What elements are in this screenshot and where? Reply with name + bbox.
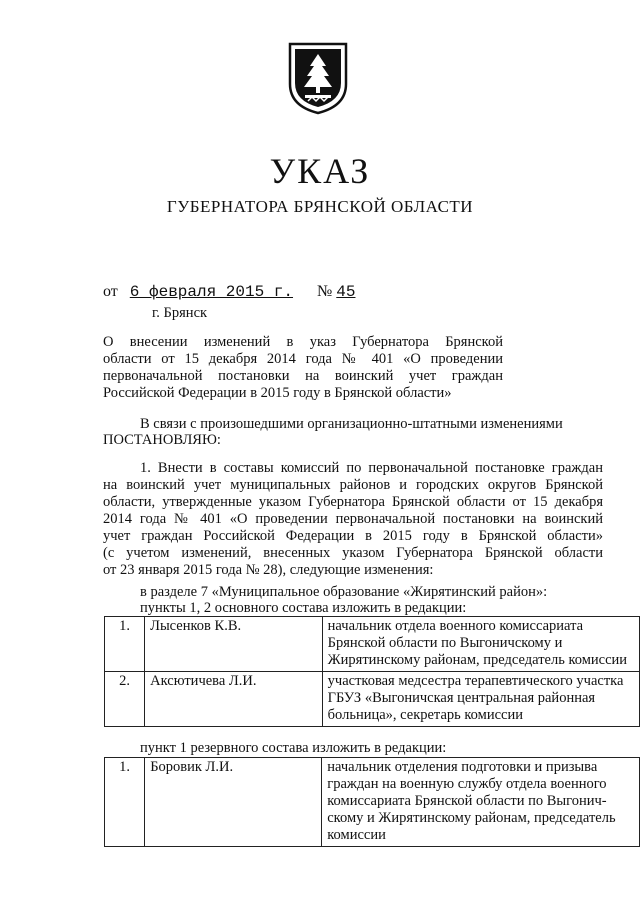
reserve-composition-table [104, 757, 640, 847]
item1-points-reserve: пункт 1 резервного состава изложить в редакции: [140, 740, 447, 756]
row-number: 2. [105, 672, 145, 727]
member-name: Аксютичева Л.И. [145, 672, 323, 727]
position-line: скому и Жирятинскому районам, председатель [327, 810, 616, 826]
decree-city: г. Брянск [152, 305, 208, 321]
table-row [105, 672, 640, 727]
document-title: УКАЗ [269, 151, 371, 191]
item1-paragraph [103, 460, 603, 579]
item1-points-main: пункты 1, 2 основного состава изложить в редакции: [140, 600, 467, 616]
position-line: Брянской области по Выгоничскому и [327, 635, 563, 651]
position-line: Жирятинскому районам, председатель комиссии [327, 652, 628, 668]
row-number: 1. [105, 617, 145, 672]
item1-line: (с учетом изменений, внесенных указом Губернатора Брянской области [103, 545, 603, 561]
preamble-text: В связи с произошедшими организационно-штатными изменениями [140, 416, 563, 432]
position-line: комиссариата Брянской области по Выгонич- [327, 793, 607, 809]
item1-line: 2014 года № 401 «О проведении первоначальной постановки на воинский [103, 511, 603, 527]
row-number: 1. [105, 758, 145, 847]
position-line: комиссии [327, 827, 386, 843]
member-position [322, 758, 640, 847]
item1-line: на воинский учет муниципальных районов и городских округов Брянской [103, 477, 603, 493]
decree-dateline [103, 283, 355, 301]
subject-line: области от 15 декабря 2014 года № 401 «О проведении [103, 351, 503, 367]
position-line: начальник отдела военного комиссариата [327, 618, 584, 634]
subject-line: первоначальной постановки на воинский учет граждан [103, 368, 503, 384]
decree-number: 45 [336, 283, 356, 301]
date-from-label: от [103, 283, 118, 300]
item1-line: области, утвержденные указом Губернатора Брянской области от 15 декабря [103, 494, 603, 510]
position-line: больница», секретарь комиссии [327, 707, 523, 723]
table-row [105, 617, 640, 672]
document-subtitle: ГУБЕРНАТОРА БРЯНСКОЙ ОБЛАСТИ [166, 197, 474, 216]
member-name: Лысенков К.В. [145, 617, 323, 672]
main-composition-table [104, 616, 640, 727]
member-name: Боровик Л.И. [145, 758, 322, 847]
member-position [322, 672, 639, 727]
position-line: граждан на военную службу отдела военного [327, 776, 607, 792]
position-line: начальник отделения подготовки и призыва [327, 759, 598, 775]
table-row [105, 758, 640, 847]
subject-line: О внесении изменений в указ Губернатора Брянской [103, 334, 503, 350]
bryansk-coat-of-arms-icon [286, 40, 350, 116]
item1-section: в разделе 7 «Муниципальное образование «Жирятинский район»: [140, 584, 548, 600]
decree-number-label: № [317, 283, 333, 300]
decree-date: 6 февраля 2015 г. [129, 283, 294, 301]
item1-line: от 23 января 2015 года № 28), следующие изменения: [103, 562, 434, 578]
position-line: ГБУЗ «Выгоничская центральная районная [327, 690, 596, 706]
member-position [322, 617, 639, 672]
decree-subject [103, 334, 503, 402]
item1-line: учет граждан Российской Федерации в 2015 году в Брянской области» [103, 528, 603, 544]
item1-line: 1. Внести в составы комиссий по первоначальной постановке граждан [140, 460, 603, 476]
coat-of-arms-emblem [286, 40, 350, 116]
preamble-resolve: ПОСТАНОВЛЯЮ: [103, 432, 221, 448]
subject-line: Российской Федерации в 2015 году в Брянской области» [103, 385, 452, 401]
position-line: участковая медсестра терапевтического участка [327, 673, 624, 689]
